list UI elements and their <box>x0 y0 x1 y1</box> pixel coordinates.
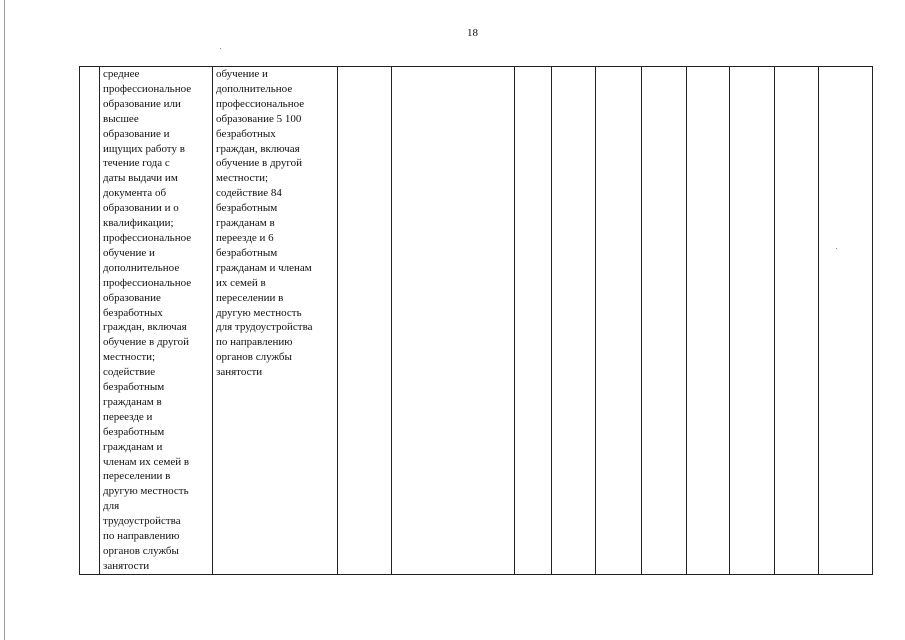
table-cell <box>392 67 515 575</box>
table-row <box>80 67 873 575</box>
document-table <box>79 66 873 575</box>
table-cell-indicators: обучение и дополнительное профессиональное образование 5 100 безработных граждан, включая обучение в другой местности; содействие 84 безработным гражданам в переезде и 6 безработным гражданам и членам их семей в переселении в другую местность для трудоустройства по направлению органов службы занятости <box>213 67 338 575</box>
page-number: 18 <box>467 27 478 39</box>
table-cell <box>819 67 873 575</box>
table-cell <box>642 67 687 575</box>
table-cell-target-group: среднее профессиональное образование или высшее образование и ищущих работу в течение года с даты выдачи им документа об образовании и о квалификации; профессиональное обучение и дополнительное профессиональное образование безработных граждан, включая обучение в другой местности; содействие безработным гражданам в переезде и безработным гражданам и членам их семей в переселении в другую местность для трудоустройства по направлению органов службы занятости <box>100 67 213 575</box>
table-cell <box>775 67 819 575</box>
table-cell <box>515 67 552 575</box>
table-cell <box>596 67 642 575</box>
table-cell-index <box>80 67 100 575</box>
table-cell <box>338 67 392 575</box>
page-left-edge <box>4 0 5 640</box>
table-cell <box>687 67 730 575</box>
scan-speck <box>220 48 221 49</box>
table-cell <box>552 67 596 575</box>
table-cell <box>730 67 775 575</box>
